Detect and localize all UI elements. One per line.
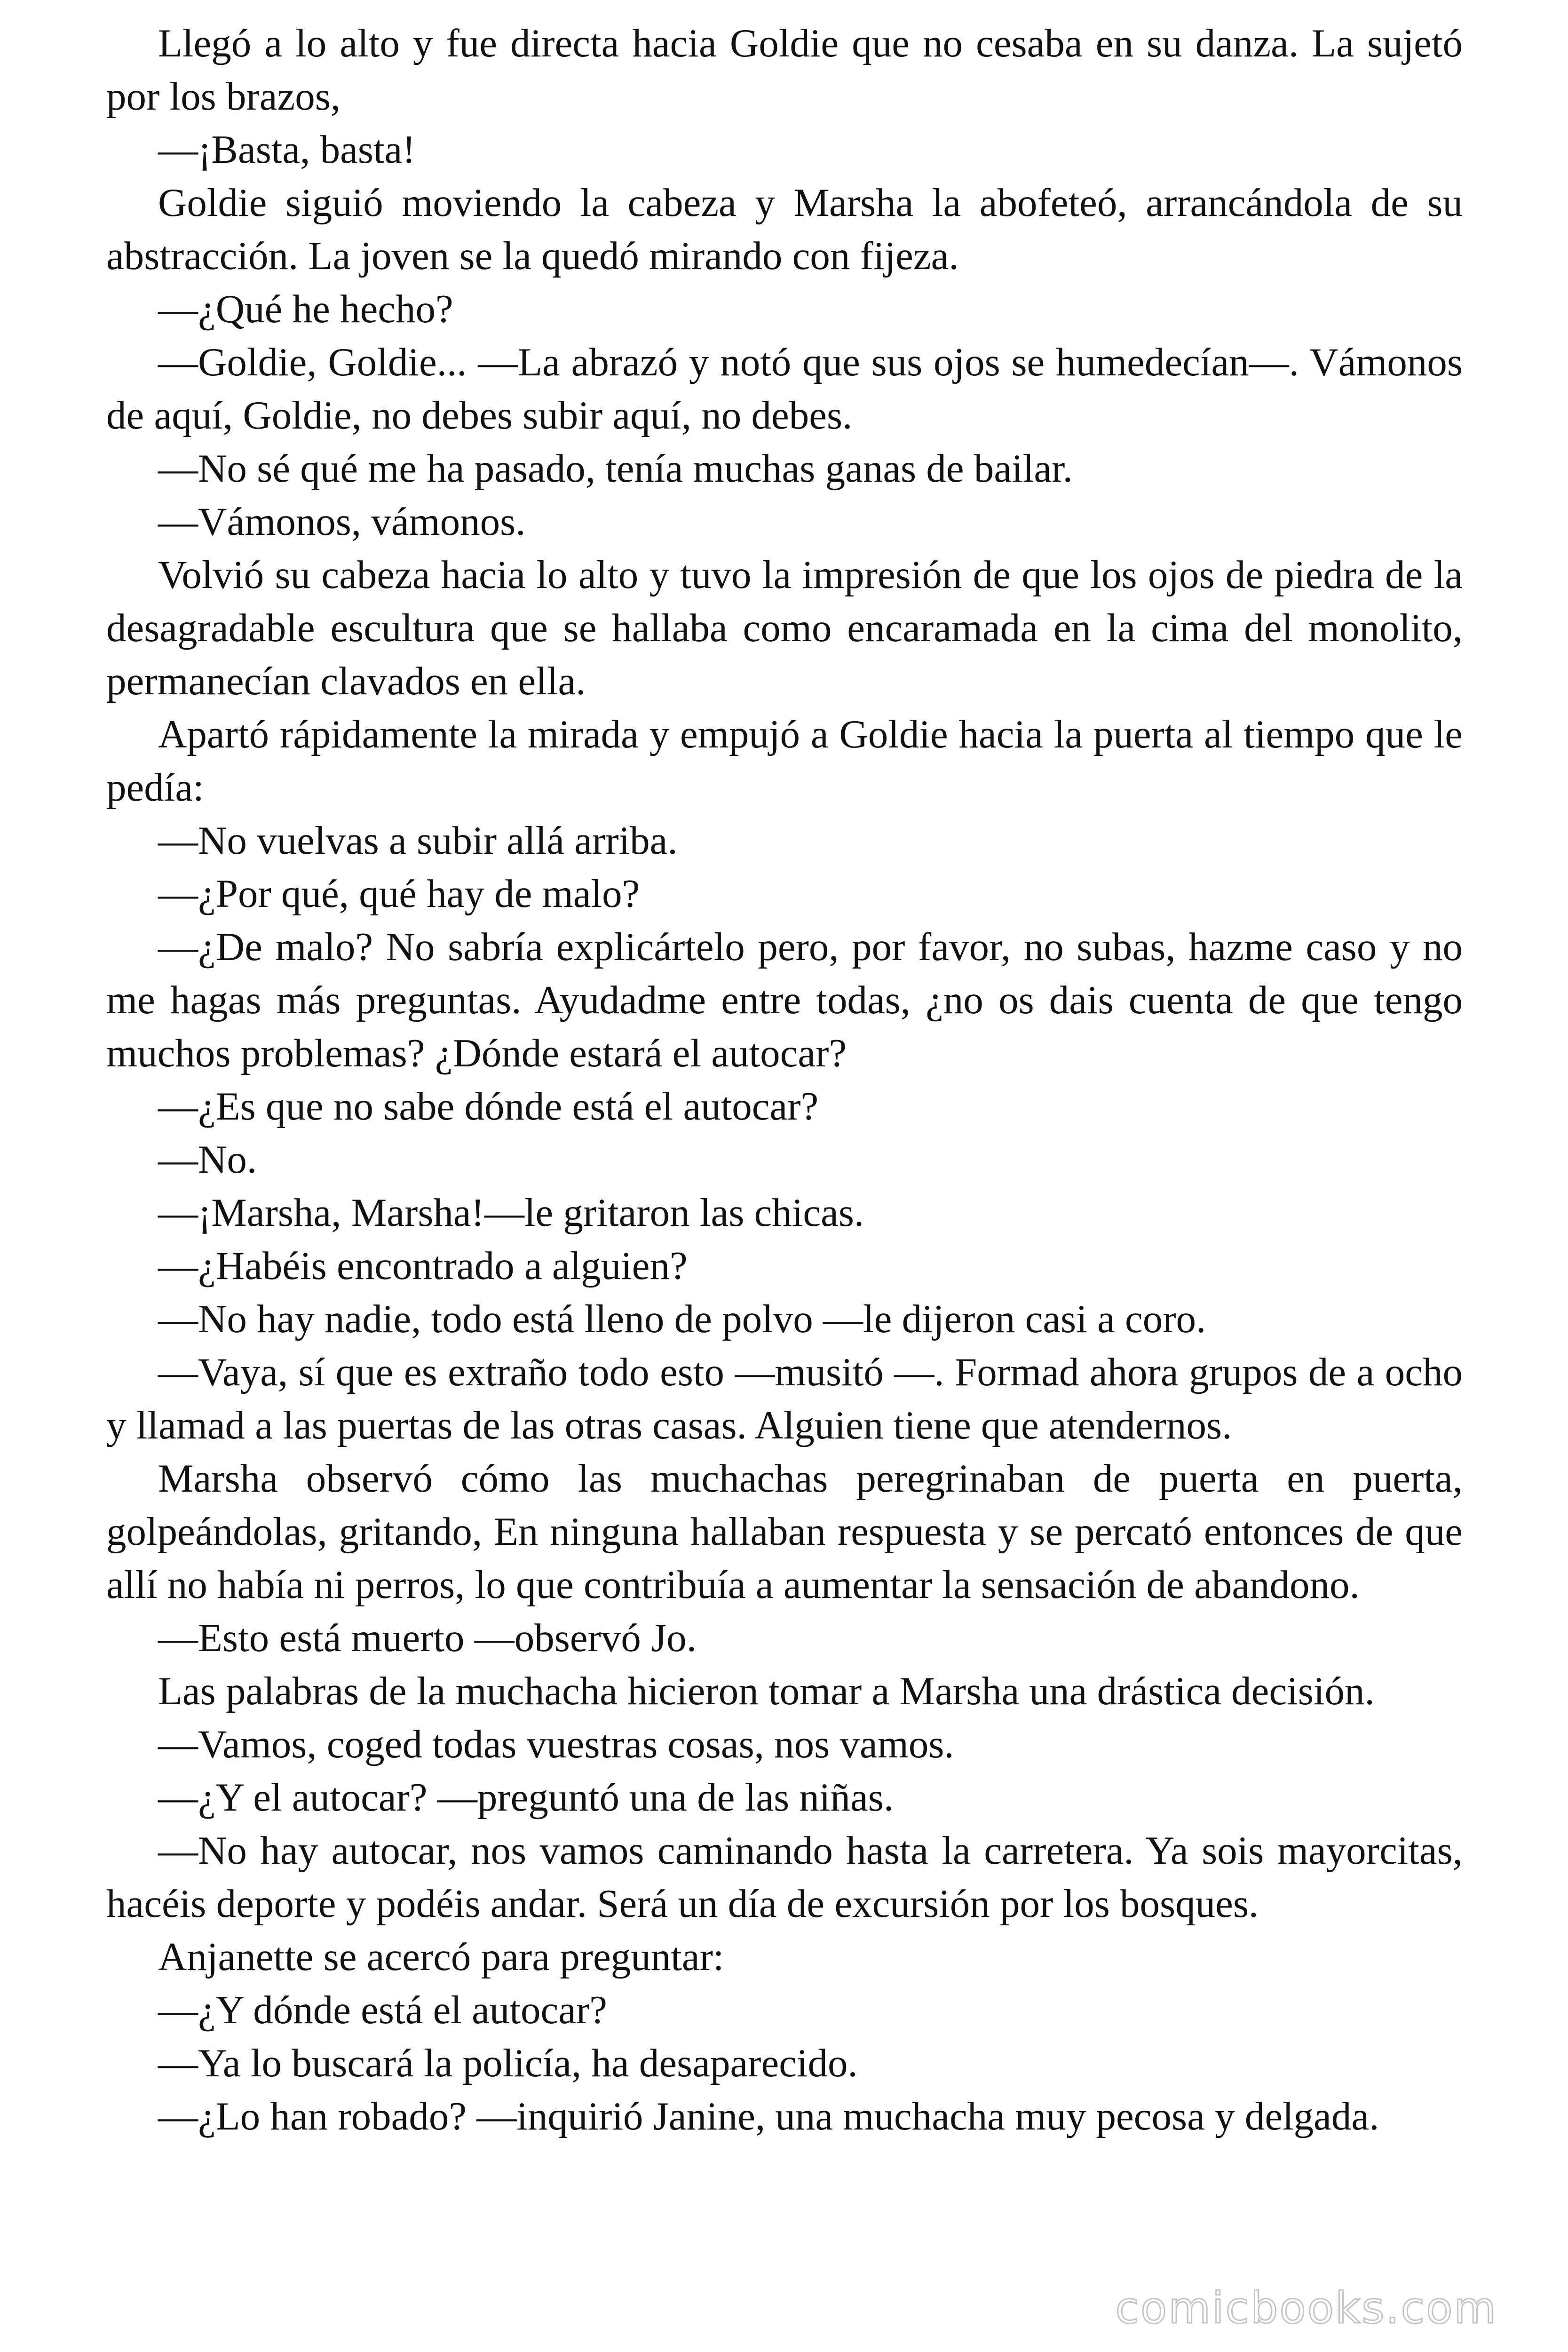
paragraph: —Vámonos, vámonos. (158, 500, 526, 544)
paragraph: Las palabras de la muchacha hicieron tomar a Marsha una drástica decisión. (158, 1669, 1375, 1713)
book-page (106, 17, 1463, 2143)
paragraph: Apartó rápidamente la mirada y empujó a Goldie hacia la puerta al tiempo que le pedía: (106, 712, 1463, 810)
watermark: comicbooks.com (1115, 2283, 1497, 2333)
paragraph: —¿Qué he hecho? (158, 287, 453, 331)
paragraph: —Ya lo buscará la policía, ha desaparecido. (158, 2041, 858, 2085)
paragraph: —¡Basta, basta! (158, 127, 416, 172)
paragraph: —Vamos, coged todas vuestras cosas, nos vamos. (158, 1722, 954, 1766)
paragraph: Llegó a lo alto y fue directa hacia Goldie que no cesaba en su danza. La sujetó por los brazos, (106, 21, 1463, 119)
paragraph: —No. (158, 1137, 257, 1182)
paragraph: —No sé qué me ha pasado, tenía muchas ganas de bailar. (158, 446, 1073, 491)
paragraph: Anjanette se acercó para preguntar: (158, 1935, 724, 1979)
paragraph: Goldie siguió moviendo la cabeza y Marsha la abofeteó, arrancándola de su abstracción. La joven se la quedó mirando con fijeza. (106, 181, 1463, 278)
paragraph: —¿De malo? No sabría explicártelo pero, por favor, no subas, hazme caso y no me hagas más preguntas. Ayudadme entre todas, ¿no os dais cuenta de que tengo muchos problemas? ¿Dónde estará el autocar? (106, 925, 1463, 1075)
paragraph: —¿Lo han robado? —inquirió Janine, una muchacha muy pecosa y delgada. (158, 2094, 1379, 2138)
paragraph: —¿Es que no sabe dónde está el autocar? (158, 1084, 819, 1128)
paragraph: —No hay nadie, todo está lleno de polvo —le dijeron casi a coro. (158, 1297, 1206, 1341)
paragraph: —No hay autocar, nos vamos caminando hasta la carretera. Ya sois mayorcitas, hacéis deporte y podéis andar. Será un día de excursión por los bosques. (106, 1828, 1463, 1926)
paragraph: Marsha observó cómo las muchachas peregrinaban de puerta en puerta, golpeándolas, gritando, En ninguna hallaban respuesta y se percató entonces de que allí no había ni perros, lo que contribuía a aumentar la sensación de abandono. (106, 1456, 1463, 1607)
paragraph: —Goldie, Goldie... —La abrazó y notó que sus ojos se humedecían—. Vámonos de aquí, Goldie, no debes subir aquí, no debes. (106, 340, 1463, 437)
paragraph: —¿Y el autocar? —preguntó una de las niñas. (158, 1775, 894, 1820)
paragraph: —No vuelvas a subir allá arriba. (158, 818, 678, 863)
paragraph: —Esto está muerto —observó Jo. (158, 1616, 697, 1660)
paragraph: Volvió su cabeza hacia lo alto y tuvo la impresión de que los ojos de piedra de la desagradable escultura que se hallaba como encaramada en la cima del monolito, permanecían clavados en ella. (106, 553, 1463, 703)
paragraph: —¿Habéis encontrado a alguien? (158, 1244, 688, 1288)
paragraph: —Vaya, sí que es extraño todo esto —musitó —. Formad ahora grupos de a ocho y llamad a las puertas de las otras casas. Alguien tiene que atendernos. (106, 1350, 1463, 1447)
paragraph: —¡Marsha, Marsha!—le gritaron las chicas. (158, 1191, 864, 1235)
paragraph: —¿Y dónde está el autocar? (158, 1988, 608, 2032)
paragraph: —¿Por qué, qué hay de malo? (158, 872, 640, 916)
